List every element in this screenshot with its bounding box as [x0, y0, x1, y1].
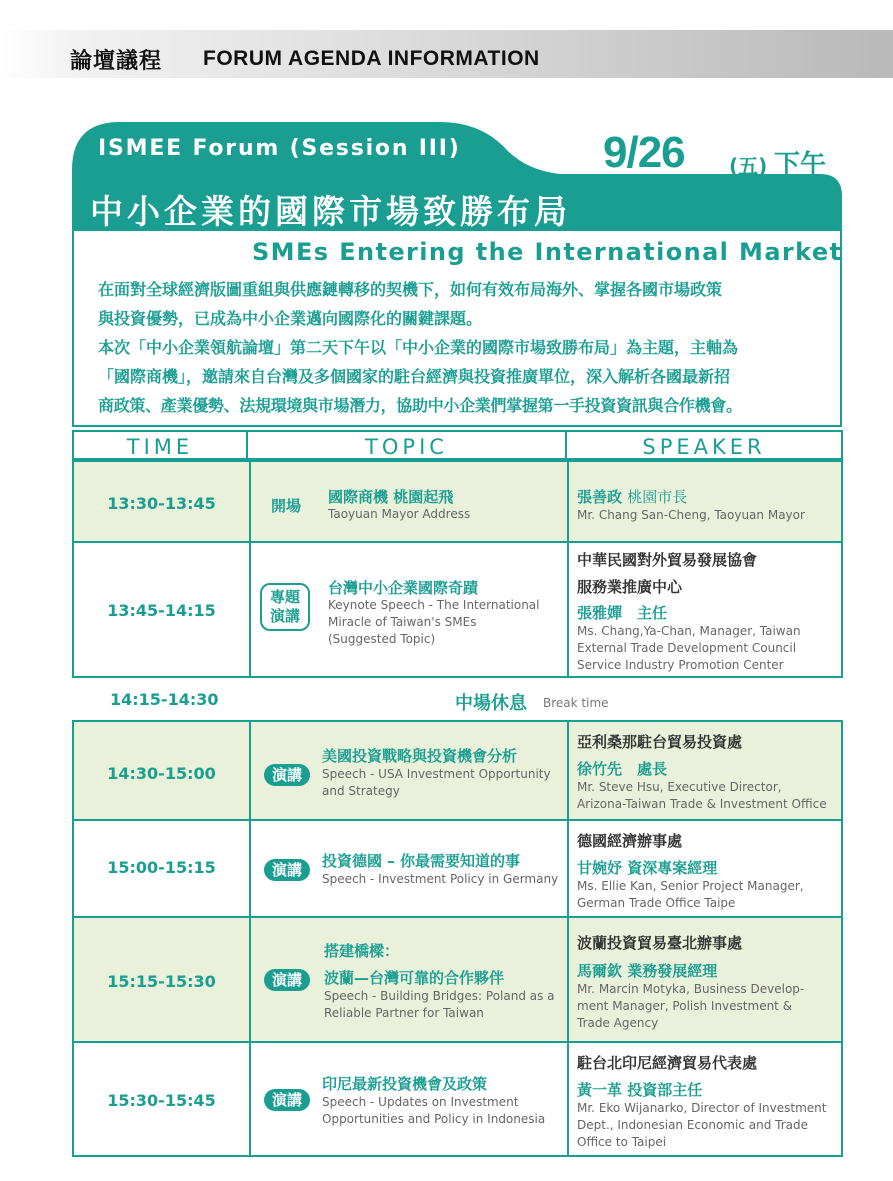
- speaker-organization: 亞利桑那駐台貿易投資處: [577, 733, 743, 751]
- break-label-english: Break time: [543, 696, 609, 710]
- speaker-name: 張善政 桃園市長: [577, 488, 688, 506]
- agenda-row: [72, 819, 843, 918]
- speaker-english: German Trade Office Taipe: [577, 896, 736, 910]
- event-weekday: (五): [729, 154, 768, 178]
- topic-title: 印尼最新投資機會及政策: [322, 1075, 488, 1093]
- speaker-english: Dept., Indonesian Economic and Trade: [577, 1118, 808, 1132]
- agenda-row: [72, 460, 843, 543]
- column-header-time: TIME: [72, 430, 248, 460]
- topic-title-line: 搭建橋樑：: [324, 942, 400, 960]
- session-tag-speech: 演講: [264, 764, 310, 786]
- banner-title-en: FORUM AGENDA INFORMATION: [203, 47, 540, 70]
- speaker-english: Mr. Steve Hsu, Executive Director,: [577, 780, 782, 794]
- topic-title: 美國投資戰略與投資機會分析: [322, 747, 518, 765]
- speaker-english: Mr. Eko Wijanarko, Director of Investment: [577, 1101, 827, 1115]
- speaker-english: Trade Agency: [577, 1016, 659, 1030]
- speaker-organization: 中華民國對外貿易發展協會: [577, 551, 758, 569]
- topic-subtitle: Speech - Updates on Investment: [322, 1095, 519, 1109]
- description-line: 在面對全球經濟版圖重組與供應鏈轉移的契機下，如何有效布局海外、掌握各國市場政策: [98, 280, 723, 299]
- agenda-row: [72, 541, 843, 678]
- speaker-english: Office to Taipei: [577, 1135, 667, 1149]
- session-tag-speech: 演講: [264, 1089, 310, 1111]
- speaker-english: Ms. Ellie Kan, Senior Project Manager,: [577, 879, 804, 893]
- speaker-english: Ms. Chang,Ya-Chan, Manager, Taiwan: [577, 624, 801, 638]
- session-tag: 開場: [271, 497, 302, 515]
- session-tag-speech: 演講: [264, 969, 310, 991]
- speaker-organization: 德國經濟辦事處: [577, 832, 683, 850]
- topic-subtitle: Reliable Partner for Taiwan: [324, 1006, 484, 1020]
- session-label: ISMEE Forum (Session III): [98, 136, 461, 161]
- agenda-time: 14:30-15:00: [107, 764, 216, 783]
- description-line: 與投資優勢，已成為中小企業邁向國際化的關鍵課題。: [98, 309, 483, 328]
- speaker-organization: 服務業推廣中心: [577, 578, 683, 596]
- topic-title: 波蘭—台灣可靠的合作夥伴: [324, 969, 505, 987]
- agenda-time: 13:30-13:45: [107, 494, 216, 513]
- topic-subtitle: Speech - Building Bridges: Poland as a: [324, 989, 555, 1003]
- topic-title: 投資德國 – 你最需要知道的事: [322, 852, 520, 870]
- page-title: 中小企業的國際市場致勝布局: [90, 192, 571, 231]
- break-label: 中場休息: [455, 693, 527, 714]
- topic-subtitle: Opportunities and Policy in Indonesia: [322, 1112, 546, 1126]
- page-subtitle: SMEs Entering the International Market: [252, 238, 843, 266]
- speaker-name: 甘婉妤 資深專案經理: [577, 859, 718, 877]
- speaker-english: External Trade Development Council: [577, 641, 797, 655]
- speaker-english: ment Manager, Polish Investment &: [577, 999, 793, 1013]
- topic-title: 國際商機 桃園起飛: [328, 488, 454, 506]
- topic-subtitle: Keynote Speech - The International: [328, 598, 540, 612]
- event-ampm: 下午: [774, 150, 827, 180]
- agenda-time: 15:00-15:15: [107, 858, 216, 877]
- topic-title: 台灣中小企業國際奇蹟: [328, 579, 479, 597]
- session-tag-speech: 演講: [264, 859, 310, 881]
- description-line: 「國際商機」，邀請來自台灣及多個國家的駐台經濟與投資推廣單位，深入解析各國最新招: [98, 367, 731, 386]
- speaker-name: 張雅嬋 主任: [577, 604, 668, 622]
- speaker-organization: 波蘭投資貿易臺北辦事處: [577, 934, 743, 952]
- agenda-row: [72, 1041, 843, 1157]
- agenda-row: [72, 720, 843, 821]
- speaker-name: 黃一革 投資部主任: [577, 1081, 703, 1099]
- agenda-time: 15:30-15:45: [107, 1091, 216, 1110]
- column-header-topic: TOPIC: [246, 430, 567, 460]
- speaker-name: 馬爾欽 業務發展經理: [577, 962, 718, 980]
- speaker-name: 徐竹先 處長: [577, 760, 668, 778]
- banner-title-zh: 論壇議程: [70, 49, 163, 74]
- description-line: 商政策、產業優勢、法規環境與市場潛力，協助中小企業們掌握第一手投資資訊與合作機會。: [98, 396, 742, 415]
- topic-subtitle: Miracle of Taiwan's SMEs: [328, 615, 477, 629]
- description: [98, 275, 828, 420]
- topic-subtitle: Speech - Investment Policy in Germany: [322, 872, 559, 886]
- speaker-organization: 駐台北印尼經濟貿易代表處: [577, 1054, 758, 1072]
- description-line: 本次「中小企業領航論壇」第二天下午以「中小企業的國際市場致勝布局」為主題，主軸為: [98, 338, 739, 357]
- speaker-english: Arizona-Taiwan Trade & Investment Office: [577, 797, 827, 811]
- speaker-english: Service Industry Promotion Center: [577, 658, 784, 672]
- speaker-english: Mr. Chang San-Cheng, Taoyuan Mayor: [577, 508, 805, 522]
- topic-subtitle: (Suggested Topic): [328, 632, 436, 646]
- topic-subtitle: Taoyuan Mayor Address: [328, 507, 471, 521]
- session-tag-keynote: 專題 演講: [260, 583, 310, 631]
- speaker-english: Mr. Marcin Motyka, Business Develop-: [577, 982, 805, 996]
- column-header-speaker: SPEAKER: [565, 430, 843, 460]
- event-date: 9/26: [603, 128, 685, 177]
- agenda-time: 15:15-15:30: [107, 972, 216, 991]
- agenda-row: [72, 916, 843, 1043]
- break-time: 14:15-14:30: [110, 690, 219, 709]
- agenda-time: 13:45-14:15: [107, 601, 216, 620]
- topic-subtitle: and Strategy: [322, 784, 400, 798]
- topic-subtitle: Speech - USA Investment Opportunity: [322, 767, 551, 781]
